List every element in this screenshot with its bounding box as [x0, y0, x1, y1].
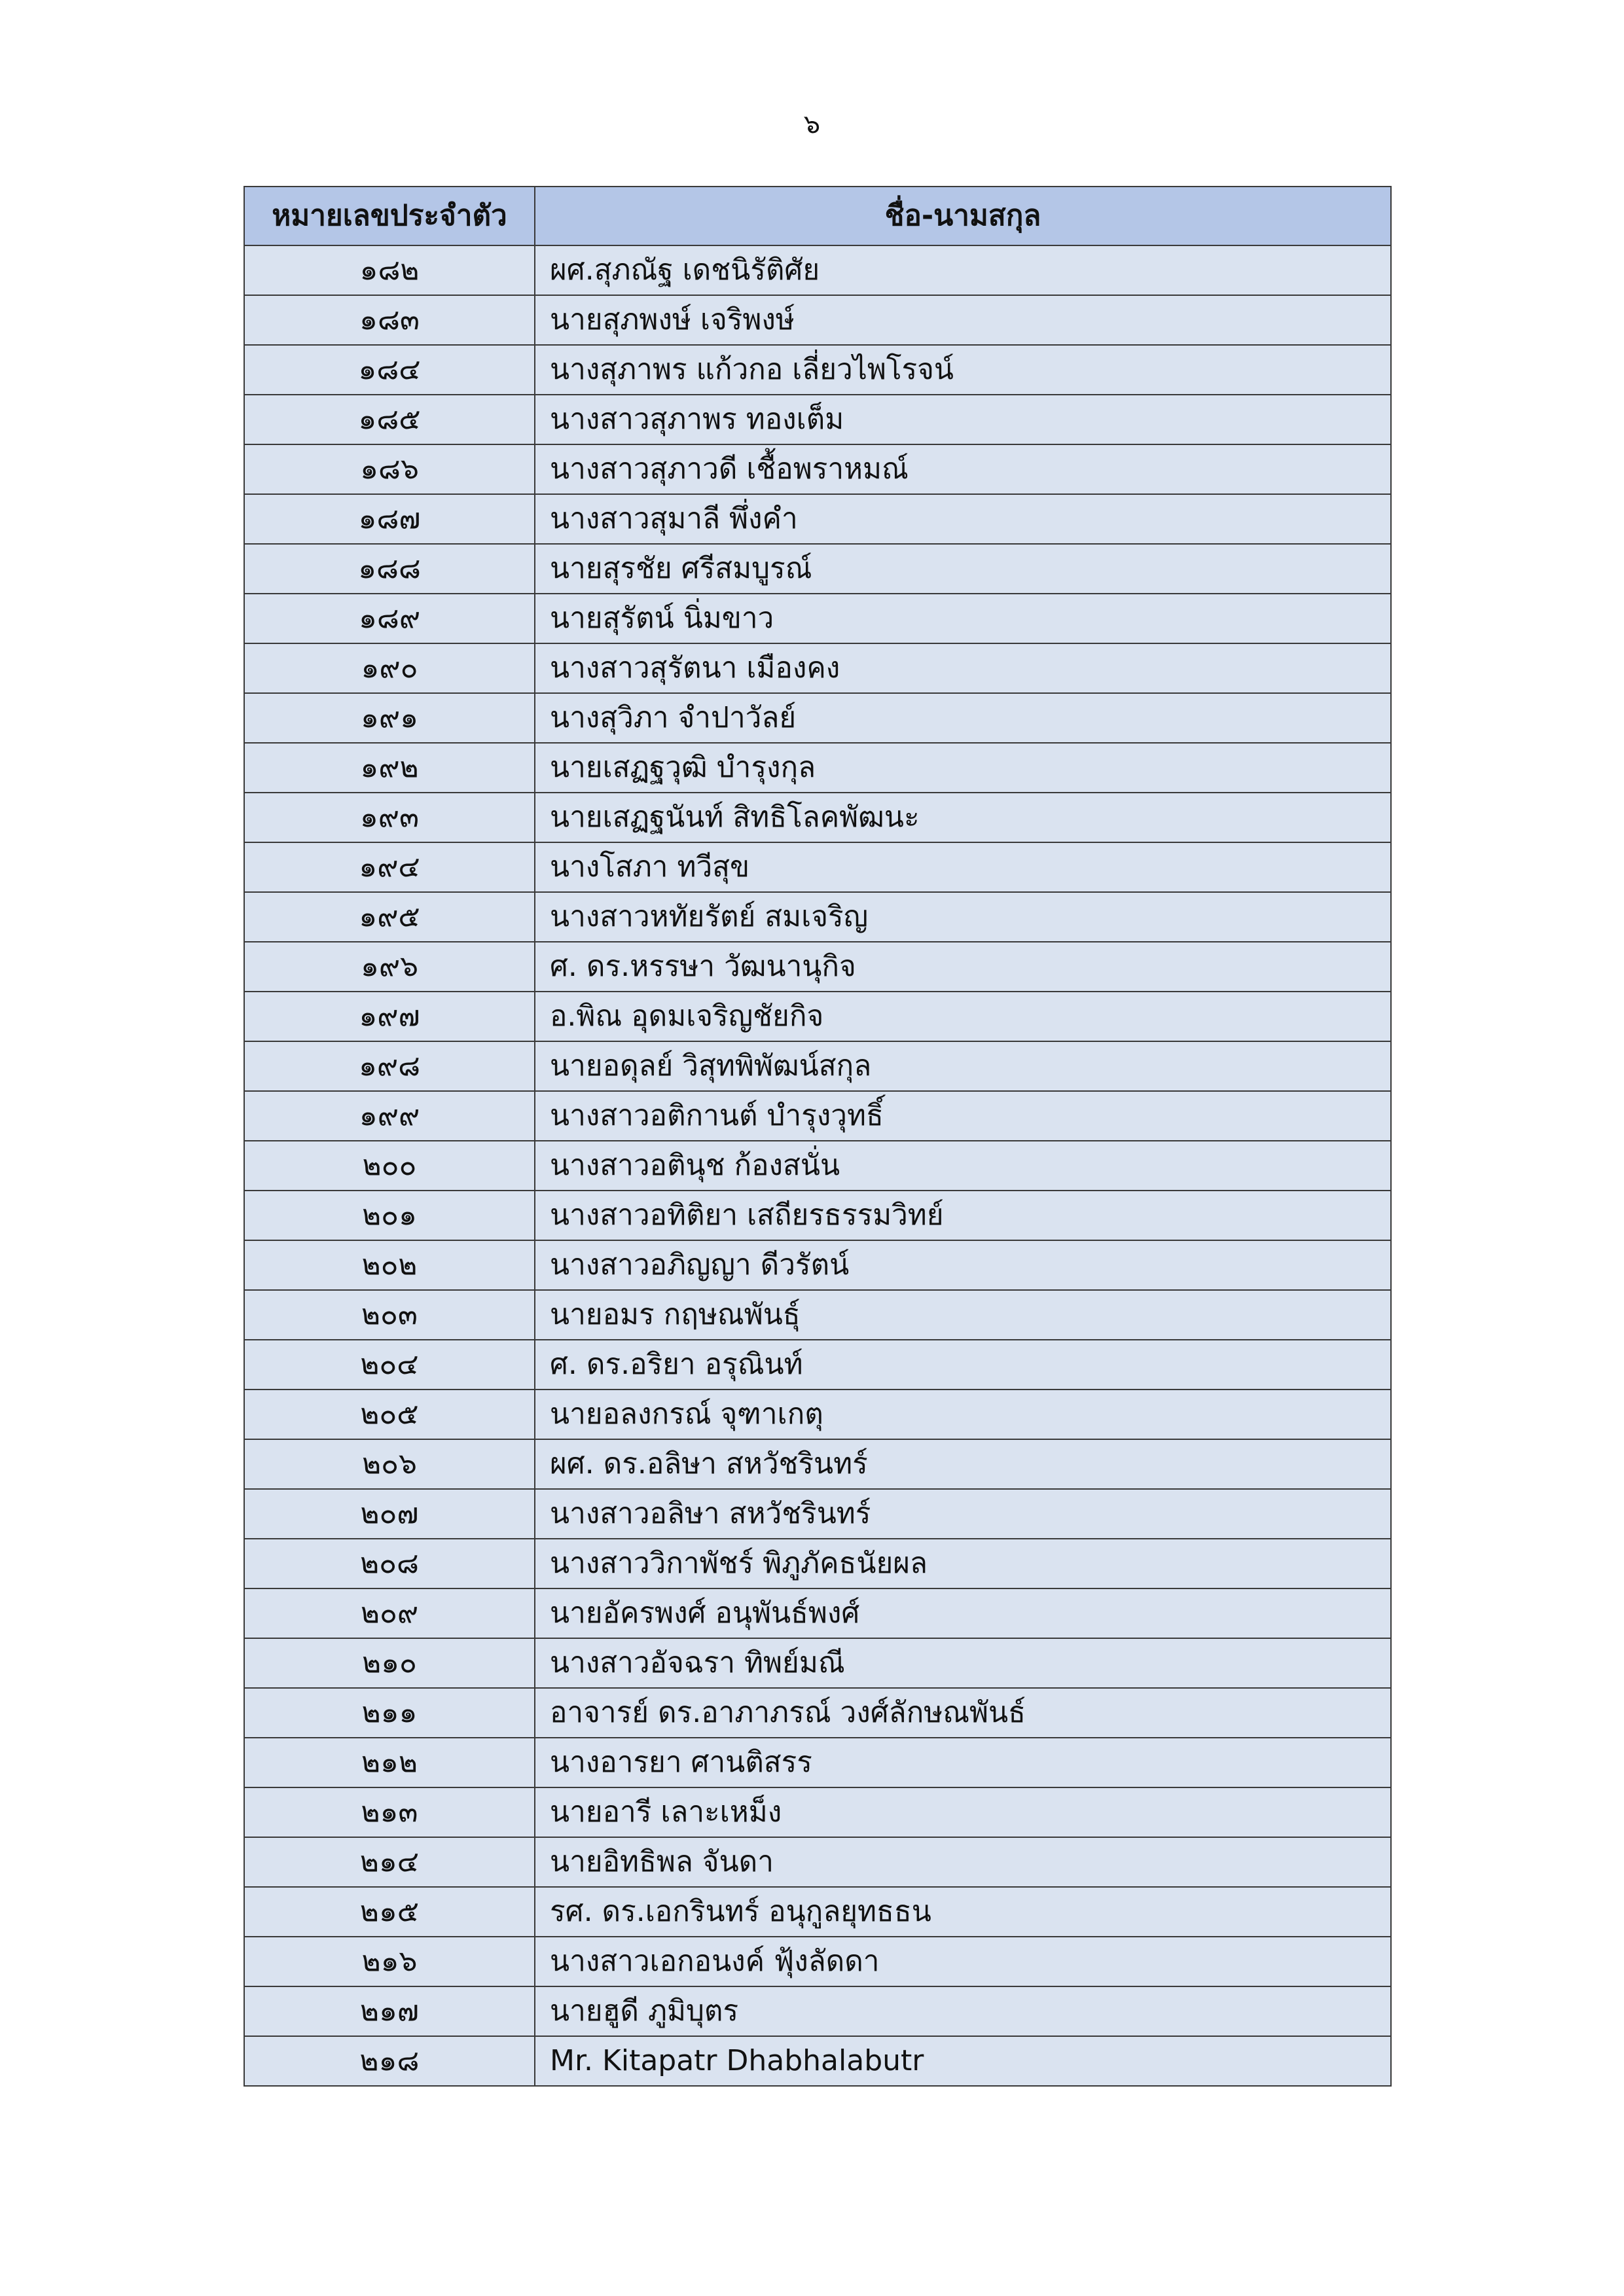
row-id: ๒๑๘ [244, 2036, 535, 2086]
header-name: ชื่อ-นามสกุล [535, 187, 1391, 245]
row-name: ศ. ดร.หรรษา วัฒนานุกิจ [535, 942, 1391, 992]
row-name: นางสาวอลิษา สหวัชรินทร์ [535, 1489, 1391, 1539]
row-id: ๑๘๘ [244, 544, 535, 594]
table-row [244, 1887, 1391, 1937]
row-name: นางสาวสุรัตนา เมืองคง [535, 643, 1391, 693]
row-id: ๒๐๑ [244, 1191, 535, 1240]
table-row [244, 693, 1391, 743]
table-row [244, 2036, 1391, 2086]
row-id: ๒๐๓ [244, 1290, 535, 1340]
row-name: นางสาวอตินุช ก้องสนั่น [535, 1141, 1391, 1191]
row-name: ศ. ดร.อริยา อรุณินท์ [535, 1340, 1391, 1390]
table-row [244, 1489, 1391, 1539]
row-name: นายสุรชัย ศรีสมบูรณ์ [535, 544, 1391, 594]
member-table [244, 186, 1392, 2087]
row-name: นางสุวิภา จำปาวัลย์ [535, 693, 1391, 743]
row-name: นายสุรัตน์ นิ่มขาว [535, 594, 1391, 643]
row-id: ๒๐๒ [244, 1240, 535, 1290]
table-row [244, 1986, 1391, 2036]
header-id: หมายเลขประจำตัว [244, 187, 535, 245]
row-name: นางสาวสุมาลี พึ่งคำ [535, 494, 1391, 544]
table-row [244, 743, 1391, 793]
table-row [244, 1638, 1391, 1688]
row-id: ๑๙๒ [244, 743, 535, 793]
row-id: ๒๑๒ [244, 1738, 535, 1787]
row-id: ๒๑๕ [244, 1887, 535, 1937]
table-row [244, 1191, 1391, 1240]
table-row [244, 544, 1391, 594]
table-body [244, 245, 1391, 2086]
row-name: นางสาววิกาพัชร์ พิภูภัคธนัยผล [535, 1539, 1391, 1588]
table-row [244, 992, 1391, 1041]
row-name: นางอารยา ศานติสรร [535, 1738, 1391, 1787]
row-id: ๑๙๗ [244, 992, 535, 1041]
row-id: ๑๙๘ [244, 1041, 535, 1091]
table-row [244, 1240, 1391, 1290]
row-id: ๑๘๕ [244, 395, 535, 444]
row-name: อาจารย์ ดร.อาภาภรณ์ วงศ์ลักษณพันธ์ [535, 1688, 1391, 1738]
table-row [244, 245, 1391, 295]
row-name: ผศ.สุภณัฐ เดชนิรัติศัย [535, 245, 1391, 295]
row-id: ๑๙๔ [244, 842, 535, 892]
table-row [244, 1439, 1391, 1489]
row-name: นางสาวอติกานต์ บำรุงวุทธิ์ [535, 1091, 1391, 1141]
row-id: ๑๙๑ [244, 693, 535, 743]
table-row [244, 643, 1391, 693]
row-name: นายอลงกรณ์ จุฑาเกตุ [535, 1390, 1391, 1439]
row-name: นายฮูดี ภูมิบุตร [535, 1986, 1391, 2036]
row-id: ๒๐๘ [244, 1539, 535, 1588]
table-header-row [244, 187, 1391, 245]
table-row [244, 345, 1391, 395]
row-id: ๒๐๔ [244, 1340, 535, 1390]
table-row [244, 1141, 1391, 1191]
table-row [244, 793, 1391, 842]
row-name: นายสุภพงษ์ เจริพงษ์ [535, 295, 1391, 345]
table-row [244, 842, 1391, 892]
table-row [244, 1340, 1391, 1390]
row-id: ๒๑๑ [244, 1688, 535, 1738]
row-id: ๑๙๕ [244, 892, 535, 942]
row-id: ๑๙๐ [244, 643, 535, 693]
row-name: นายอมร กฤษณพันธุ์ [535, 1290, 1391, 1340]
row-id: ๒๑๐ [244, 1638, 535, 1688]
table-row [244, 1390, 1391, 1439]
row-id: ๑๙๖ [244, 942, 535, 992]
row-name: นางสุภาพร แก้วกอ เลี่ยวไพโรจน์ [535, 345, 1391, 395]
row-id: ๒๐๗ [244, 1489, 535, 1539]
row-id: ๑๙๙ [244, 1091, 535, 1141]
table-row [244, 1738, 1391, 1787]
row-id: ๑๘๔ [244, 345, 535, 395]
row-name: นายเสฏฐวุฒิ บำรุงกุล [535, 743, 1391, 793]
row-name: นางสาวเอกอนงค์ ฟุ้งลัดดา [535, 1937, 1391, 1986]
table-row [244, 1588, 1391, 1638]
row-name: นางสาวหทัยรัตย์ สมเจริญ [535, 892, 1391, 942]
row-name: อ.พิณ อุดมเจริญชัยกิจ [535, 992, 1391, 1041]
table-row [244, 1837, 1391, 1887]
table-row [244, 444, 1391, 494]
row-name: นายอารี เลาะเหม็ง [535, 1787, 1391, 1837]
row-id: ๒๑๖ [244, 1937, 535, 1986]
row-name: รศ. ดร.เอกรินทร์ อนุกูลยุทธธน [535, 1887, 1391, 1937]
row-name: นายเสฏฐนันท์ สิทธิโลคพัฒนะ [535, 793, 1391, 842]
row-id: ๒๑๓ [244, 1787, 535, 1837]
table-row [244, 1041, 1391, 1091]
row-name: นายอดุลย์ วิสุทพิพัฒน์สกุล [535, 1041, 1391, 1091]
row-name: นางโสภา ทวีสุข [535, 842, 1391, 892]
row-name: นายอิทธิพล จันดา [535, 1837, 1391, 1887]
row-id: ๑๙๓ [244, 793, 535, 842]
row-name: นางสาวอภิญญา ดีวรัตน์ [535, 1240, 1391, 1290]
row-name: Mr. Kitapatr Dhabhalabutr [535, 2036, 1391, 2086]
row-id: ๒๑๗ [244, 1986, 535, 2036]
row-id: ๑๘๓ [244, 295, 535, 345]
row-id: ๑๘๒ [244, 245, 535, 295]
table-row [244, 1539, 1391, 1588]
page-number: ๖ [803, 109, 821, 139]
row-name: ผศ. ดร.อลิษา สหวัชรินทร์ [535, 1439, 1391, 1489]
table-row [244, 395, 1391, 444]
row-id: ๑๘๖ [244, 444, 535, 494]
row-name: นางสาวอทิติยา เสถียรธรรมวิทย์ [535, 1191, 1391, 1240]
table-row [244, 892, 1391, 942]
table-row [244, 942, 1391, 992]
table-row [244, 1091, 1391, 1141]
row-name: นางสาวสุภาวดี เชื้อพราหมณ์ [535, 444, 1391, 494]
row-id: ๒๑๔ [244, 1837, 535, 1887]
table-row [244, 295, 1391, 345]
table-row [244, 494, 1391, 544]
row-id: ๑๘๗ [244, 494, 535, 544]
table-row [244, 1688, 1391, 1738]
row-id: ๒๐๕ [244, 1390, 535, 1439]
row-id: ๒๐๖ [244, 1439, 535, 1489]
row-name: นางสาวอัจฉรา ทิพย์มณี [535, 1638, 1391, 1688]
table-row [244, 1787, 1391, 1837]
table-row [244, 1290, 1391, 1340]
row-id: ๑๘๙ [244, 594, 535, 643]
table-row [244, 594, 1391, 643]
row-name: นายอัครพงศ์ อนุพันธ์พงศ์ [535, 1588, 1391, 1638]
row-id: ๒๐๙ [244, 1588, 535, 1638]
table-row [244, 1937, 1391, 1986]
row-name: นางสาวสุภาพร ทองเต็ม [535, 395, 1391, 444]
row-id: ๒๐๐ [244, 1141, 535, 1191]
